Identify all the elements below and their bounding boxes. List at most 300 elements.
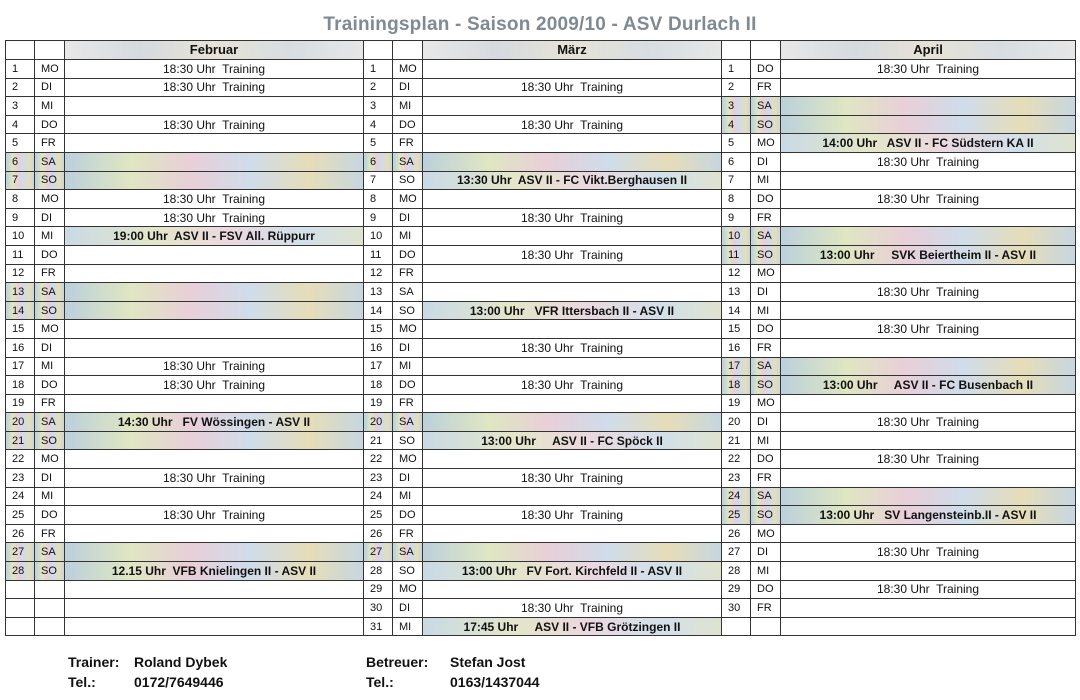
weekday: DO	[751, 190, 781, 209]
day-row	[6, 152, 1076, 171]
trainer-tel-label: Tel.:	[68, 674, 96, 690]
page-title: Trainingsplan - Saison 2009/10 - ASV Durlach II	[323, 14, 757, 35]
day-number: 6	[364, 152, 393, 171]
event-entry	[781, 78, 1076, 97]
day-number: 21	[364, 431, 393, 450]
header-blank	[6, 41, 35, 60]
weekday: DI	[393, 78, 423, 97]
month-header-row	[6, 41, 1076, 60]
day-row	[6, 208, 1076, 227]
event-entry: 18:30 Uhr Training	[781, 580, 1076, 599]
event-entry	[423, 60, 722, 79]
weekday: DI	[35, 208, 65, 227]
match-entry: 13:00 Uhr VFR Ittersbach II - ASV II	[423, 301, 722, 320]
day-row	[6, 320, 1076, 339]
day-number: 1	[6, 60, 35, 79]
betreuer-label: Betreuer:	[366, 654, 429, 670]
day-number: 8	[6, 190, 35, 209]
weekday: DI	[393, 208, 423, 227]
weekday: DI	[393, 469, 423, 488]
event-entry: 18:30 Uhr Training	[781, 320, 1076, 339]
weekday: SO	[751, 115, 781, 134]
day-number: 26	[6, 524, 35, 543]
day-row	[6, 580, 1076, 599]
event-entry	[781, 97, 1076, 116]
weekday: MI	[35, 357, 65, 376]
day-row	[6, 376, 1076, 395]
event-entry	[781, 487, 1076, 506]
day-row	[6, 469, 1076, 488]
day-row	[6, 394, 1076, 413]
day-number: 28	[722, 562, 751, 581]
event-entry	[423, 152, 722, 171]
weekday: DO	[35, 115, 65, 134]
trainer-label: Trainer:	[68, 654, 120, 670]
day-number: 9	[364, 208, 393, 227]
day-row	[6, 562, 1076, 581]
weekday: MI	[35, 97, 65, 116]
betreuer-info	[366, 652, 540, 692]
weekday: DO	[751, 60, 781, 79]
day-number: 7	[722, 171, 751, 190]
day-row	[6, 543, 1076, 562]
event-entry	[423, 450, 722, 469]
header-blank	[364, 41, 393, 60]
day-number: 5	[722, 134, 751, 153]
event-entry	[65, 134, 364, 153]
weekday: DO	[751, 320, 781, 339]
weekday: FR	[393, 524, 423, 543]
event-entry: 18:30 Uhr Training	[423, 245, 722, 264]
day-row	[6, 524, 1076, 543]
event-entry	[65, 283, 364, 302]
day-number: 23	[722, 469, 751, 488]
weekday: DO	[35, 506, 65, 525]
day-number: 29	[722, 580, 751, 599]
day-row	[6, 357, 1076, 376]
weekday: SA	[393, 283, 423, 302]
day-number	[6, 580, 35, 599]
weekday: FR	[751, 469, 781, 488]
event-entry	[65, 394, 364, 413]
day-number: 18	[6, 376, 35, 395]
day-number: 24	[6, 487, 35, 506]
event-entry	[65, 617, 364, 636]
weekday: FR	[393, 394, 423, 413]
day-row	[6, 301, 1076, 320]
day-number: 16	[6, 338, 35, 357]
weekday: MO	[393, 320, 423, 339]
day-number: 12	[722, 264, 751, 283]
weekday: MI	[393, 357, 423, 376]
day-number: 20	[722, 413, 751, 432]
weekday: FR	[35, 394, 65, 413]
weekday: DI	[751, 413, 781, 432]
event-entry: 18:30 Uhr Training	[423, 376, 722, 395]
day-number: 10	[6, 227, 35, 246]
day-number: 20	[6, 413, 35, 432]
event-entry	[781, 171, 1076, 190]
event-entry: 18:30 Uhr Training	[65, 506, 364, 525]
weekday: SO	[393, 562, 423, 581]
day-number: 30	[722, 599, 751, 618]
weekday: MO	[393, 190, 423, 209]
event-entry	[423, 283, 722, 302]
day-number: 19	[722, 394, 751, 413]
event-entry: 18:30 Uhr Training	[65, 357, 364, 376]
weekday: DO	[35, 245, 65, 264]
match-entry: 19:00 Uhr ASV II - FSV All. Rüppurr	[65, 227, 364, 246]
match-entry: 17:45 Uhr ASV II - VFB Grötzingen II	[423, 617, 722, 636]
day-row	[6, 487, 1076, 506]
match-entry: 13:00 Uhr SV Langensteinb.II - ASV II	[781, 506, 1076, 525]
weekday: SO	[35, 431, 65, 450]
day-number: 8	[364, 190, 393, 209]
trainer-info	[68, 652, 227, 692]
day-number: 11	[364, 245, 393, 264]
header-blank	[393, 41, 423, 60]
event-entry	[65, 245, 364, 264]
weekday: SA	[35, 152, 65, 171]
event-entry	[65, 543, 364, 562]
day-row	[6, 450, 1076, 469]
day-row	[6, 617, 1076, 636]
day-row	[6, 190, 1076, 209]
weekday	[751, 617, 781, 636]
match-entry: 13:00 Uhr ASV II - FC Busenbach II	[781, 376, 1076, 395]
event-entry	[781, 524, 1076, 543]
month-header: März	[423, 41, 722, 60]
event-entry: 18:30 Uhr Training	[781, 190, 1076, 209]
day-number: 17	[364, 357, 393, 376]
weekday: DO	[393, 376, 423, 395]
event-entry	[65, 97, 364, 116]
day-row	[6, 134, 1076, 153]
day-number: 21	[6, 431, 35, 450]
day-number: 2	[364, 78, 393, 97]
weekday: MO	[35, 190, 65, 209]
day-number: 31	[364, 617, 393, 636]
day-number: 6	[722, 152, 751, 171]
event-entry: 18:30 Uhr Training	[65, 60, 364, 79]
event-entry: 18:30 Uhr Training	[423, 208, 722, 227]
day-number: 21	[722, 431, 751, 450]
day-number: 28	[364, 562, 393, 581]
event-entry	[781, 115, 1076, 134]
weekday: DI	[751, 152, 781, 171]
weekday: MO	[393, 580, 423, 599]
weekday: MI	[393, 227, 423, 246]
weekday: DI	[751, 543, 781, 562]
weekday: MO	[35, 60, 65, 79]
day-number: 14	[364, 301, 393, 320]
event-entry	[423, 580, 722, 599]
day-row	[6, 227, 1076, 246]
weekday: FR	[751, 599, 781, 618]
weekday: MI	[35, 227, 65, 246]
day-number: 13	[6, 283, 35, 302]
day-number	[722, 617, 751, 636]
weekday: MO	[751, 524, 781, 543]
event-entry	[423, 227, 722, 246]
day-row	[6, 115, 1076, 134]
event-entry	[781, 301, 1076, 320]
day-row	[6, 283, 1076, 302]
day-number: 11	[6, 245, 35, 264]
betreuer-tel-label: Tel.:	[366, 674, 394, 690]
day-number	[6, 599, 35, 618]
match-entry: 13:00 Uhr SVK Beiertheim II - ASV II	[781, 245, 1076, 264]
day-number: 16	[364, 338, 393, 357]
weekday: MO	[751, 394, 781, 413]
weekday: DO	[393, 506, 423, 525]
weekday: DO	[35, 376, 65, 395]
day-number: 19	[364, 394, 393, 413]
day-number: 25	[6, 506, 35, 525]
day-number: 5	[364, 134, 393, 153]
weekday: SO	[751, 376, 781, 395]
event-entry: 18:30 Uhr Training	[65, 78, 364, 97]
match-entry: 13:00 Uhr FV Fort. Kirchfeld II - ASV II	[423, 562, 722, 581]
event-entry: 18:30 Uhr Training	[423, 338, 722, 357]
day-number: 30	[364, 599, 393, 618]
event-entry	[65, 487, 364, 506]
weekday: SA	[35, 543, 65, 562]
event-entry: 18:30 Uhr Training	[65, 115, 364, 134]
betreuer-name: Stefan Jost	[450, 654, 526, 670]
event-entry	[65, 171, 364, 190]
weekday: MO	[35, 320, 65, 339]
event-entry	[65, 599, 364, 618]
weekday: DO	[751, 580, 781, 599]
day-number: 25	[722, 506, 751, 525]
day-number: 14	[722, 301, 751, 320]
event-entry	[423, 524, 722, 543]
weekday: DI	[35, 78, 65, 97]
day-number: 27	[6, 543, 35, 562]
day-number: 5	[6, 134, 35, 153]
day-number: 22	[364, 450, 393, 469]
weekday: SO	[35, 301, 65, 320]
event-entry	[423, 413, 722, 432]
match-entry: 14:30 Uhr FV Wössingen - ASV II	[65, 413, 364, 432]
event-entry	[65, 152, 364, 171]
day-number: 26	[722, 524, 751, 543]
day-number: 9	[6, 208, 35, 227]
day-number: 27	[364, 543, 393, 562]
day-row	[6, 431, 1076, 450]
event-entry	[65, 301, 364, 320]
day-number: 13	[364, 283, 393, 302]
event-entry	[65, 338, 364, 357]
event-entry	[65, 431, 364, 450]
day-number: 13	[722, 283, 751, 302]
day-number: 1	[722, 60, 751, 79]
event-entry	[423, 487, 722, 506]
day-number: 23	[364, 469, 393, 488]
day-number	[6, 617, 35, 636]
day-number: 17	[6, 357, 35, 376]
day-number: 10	[722, 227, 751, 246]
weekday: MO	[35, 450, 65, 469]
weekday: MI	[751, 301, 781, 320]
trainer-name: Roland Dybek	[134, 654, 228, 670]
event-entry: 18:30 Uhr Training	[423, 506, 722, 525]
weekday: FR	[393, 264, 423, 283]
day-number: 4	[364, 115, 393, 134]
day-row	[6, 599, 1076, 618]
match-entry: 14:00 Uhr ASV II - FC Südstern KA II	[781, 134, 1076, 153]
day-number: 18	[364, 376, 393, 395]
day-number: 2	[6, 78, 35, 97]
day-number: 9	[722, 208, 751, 227]
weekday: MI	[35, 487, 65, 506]
weekday: MI	[751, 562, 781, 581]
weekday: DI	[35, 469, 65, 488]
event-entry	[423, 320, 722, 339]
trainer-tel: 0172/7649446	[134, 674, 224, 690]
event-entry: 18:30 Uhr Training	[781, 450, 1076, 469]
event-entry	[423, 190, 722, 209]
event-entry	[781, 227, 1076, 246]
weekday: SA	[393, 152, 423, 171]
day-number: 26	[364, 524, 393, 543]
day-number: 28	[6, 562, 35, 581]
day-number: 19	[6, 394, 35, 413]
event-entry	[423, 264, 722, 283]
day-number: 23	[6, 469, 35, 488]
day-number: 27	[722, 543, 751, 562]
weekday: FR	[751, 78, 781, 97]
event-entry	[65, 320, 364, 339]
weekday: SO	[393, 431, 423, 450]
weekday: MO	[393, 450, 423, 469]
weekday: SO	[35, 171, 65, 190]
event-entry	[65, 450, 364, 469]
weekday: SA	[751, 97, 781, 116]
weekday: SA	[393, 543, 423, 562]
weekday	[35, 599, 65, 618]
event-entry	[65, 264, 364, 283]
day-number: 8	[722, 190, 751, 209]
match-entry: 12.15 Uhr VFB Knielingen II - ASV II	[65, 562, 364, 581]
weekday: DI	[393, 599, 423, 618]
weekday: FR	[393, 134, 423, 153]
day-number: 1	[364, 60, 393, 79]
header-blank	[722, 41, 751, 60]
day-number: 12	[364, 264, 393, 283]
day-number: 7	[6, 171, 35, 190]
day-number: 22	[722, 450, 751, 469]
event-entry	[423, 357, 722, 376]
day-number: 20	[364, 413, 393, 432]
weekday: DO	[751, 450, 781, 469]
betreuer-tel: 0163/1437044	[450, 674, 540, 690]
day-number: 25	[364, 506, 393, 525]
event-entry: 18:30 Uhr Training	[423, 78, 722, 97]
event-entry	[781, 338, 1076, 357]
day-number: 7	[364, 171, 393, 190]
event-entry: 18:30 Uhr Training	[65, 208, 364, 227]
event-entry: 18:30 Uhr Training	[65, 376, 364, 395]
event-entry: 18:30 Uhr Training	[65, 190, 364, 209]
day-number: 14	[6, 301, 35, 320]
day-number: 29	[364, 580, 393, 599]
event-entry	[781, 264, 1076, 283]
weekday: SO	[751, 506, 781, 525]
weekday: SO	[751, 245, 781, 264]
weekday: MO	[751, 134, 781, 153]
header-blank	[751, 41, 781, 60]
event-entry: 18:30 Uhr Training	[423, 115, 722, 134]
weekday: DI	[393, 338, 423, 357]
header-blank	[35, 41, 65, 60]
event-entry	[781, 599, 1076, 618]
day-number: 24	[722, 487, 751, 506]
day-row	[6, 60, 1076, 79]
day-number: 22	[6, 450, 35, 469]
event-entry	[423, 543, 722, 562]
event-entry: 18:30 Uhr Training	[781, 152, 1076, 171]
weekday: SA	[751, 357, 781, 376]
event-entry	[65, 524, 364, 543]
match-entry: 13:30 Uhr ASV II - FC Vikt.Berghausen II	[423, 171, 722, 190]
weekday: FR	[35, 524, 65, 543]
day-number: 16	[722, 338, 751, 357]
weekday: DI	[35, 338, 65, 357]
event-entry: 18:30 Uhr Training	[65, 469, 364, 488]
weekday: MI	[751, 431, 781, 450]
day-number: 6	[6, 152, 35, 171]
event-entry	[781, 562, 1076, 581]
weekday: DO	[393, 245, 423, 264]
day-number: 3	[364, 97, 393, 116]
weekday: MI	[751, 171, 781, 190]
weekday: MO	[393, 60, 423, 79]
event-entry	[65, 580, 364, 599]
weekday: MO	[751, 264, 781, 283]
weekday: FR	[35, 134, 65, 153]
weekday: SO	[393, 171, 423, 190]
day-number: 3	[6, 97, 35, 116]
event-entry	[781, 431, 1076, 450]
day-number: 24	[364, 487, 393, 506]
day-row	[6, 97, 1076, 116]
day-number: 15	[6, 320, 35, 339]
month-header: Februar	[65, 41, 364, 60]
event-entry	[423, 394, 722, 413]
day-number: 18	[722, 376, 751, 395]
weekday	[35, 617, 65, 636]
weekday: SA	[751, 227, 781, 246]
event-entry: 18:30 Uhr Training	[781, 283, 1076, 302]
month-header: April	[781, 41, 1076, 60]
weekday: SA	[393, 413, 423, 432]
day-row	[6, 78, 1076, 97]
weekday: DI	[751, 283, 781, 302]
event-entry	[423, 134, 722, 153]
day-number: 3	[722, 97, 751, 116]
day-number: 4	[6, 115, 35, 134]
weekday: MI	[393, 617, 423, 636]
weekday: FR	[751, 338, 781, 357]
weekday: DO	[393, 115, 423, 134]
event-entry	[781, 469, 1076, 488]
weekday: SO	[393, 301, 423, 320]
day-number: 15	[364, 320, 393, 339]
event-entry	[781, 394, 1076, 413]
day-number: 15	[722, 320, 751, 339]
